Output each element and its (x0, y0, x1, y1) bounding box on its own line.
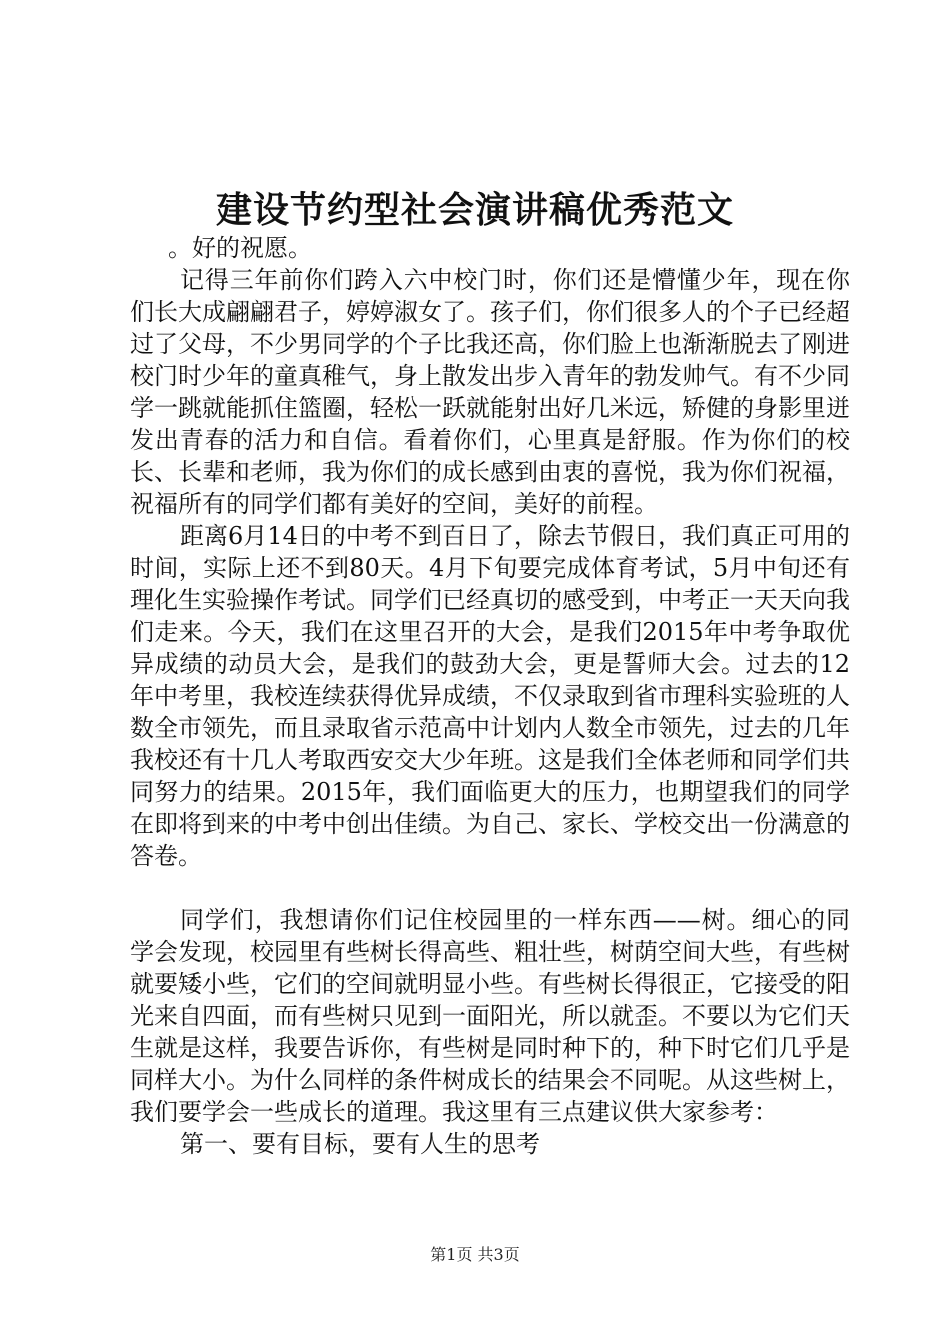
paragraph-trees: 同学们，我想请你们记住校园里的一样东西——树。细心的同学会发现，校园里有些树长得高些、粗壮些，树荫空间大些，有些树就要矮小些，它们的空间就明显小些。有些树长得很正，它接受的阳光来自四面，而有些树只见到一面阳光，所以就歪。不要以为它们天生就是这样，我要告诉你，有些树是同时种下的，种下时它们几乎是同样大小。为什么同样的条件树成长的结果会不同呢。从这些树上，我们要学会一些成长的道理。我这里有三点建议供大家参考： (130, 906, 850, 1126)
paragraph-greeting: 。好的祝愿。 (168, 234, 312, 262)
document-title: 建设节约型社会演讲稿优秀范文 (215, 189, 734, 231)
paragraph-exam: 距离6月14日的中考不到百日了，除去节假日，我们真正可用的时间，实际上还不到80天。4月下旬要完成体育考试，5月中旬还有理化生实验操作考试。同学们已经真切的感受到，中考正一天天向我们走来。今天，我们在这里召开的大会，是我们2015年中考争取优异成绩的动员大会，是我们的鼓劲大会，更是誓师大会。过去的12年中考里，我校连续获得优异成绩，不仅录取到省市理科实验班的人数全市领先，而且录取省示范高中计划内人数全市领先，过去的几年我校还有十几人考取西安交大少年班。这是我们全体老师和同学们共同努力的结果。2015年，我们面临更大的压力，也期望我们的同学在即将到来的中考中创出佳绩。为自己、家长、学校交出一份满意的答卷。 (130, 522, 850, 870)
paragraph-first-point: 第一、要有目标，要有人生的思考 (180, 1130, 540, 1158)
paragraph-memories: 记得三年前你们跨入六中校门时，你们还是懵懂少年，现在你们长大成翩翩君子，婷婷淑女了。孩子们，你们很多人的个子已经超过了父母，不少男同学的个子比我还高，你们脸上也渐渐脱去了刚进校门时少年的童真稚气，身上散发出步入青年的勃发帅气。有不少同学一跳就能抓住篮圈，轻松一跃就能射出好几米远，矫健的身影里迸发出青春的活力和自信。看着你们，心里真是舒服。作为你们的校长、长辈和老师，我为你们的成长感到由衷的喜悦，我为你们祝福，祝福所有的同学们都有美好的空间，美好的前程。 (130, 266, 850, 518)
paragraph-spacer (130, 872, 850, 904)
document-body (130, 232, 850, 1160)
page-footer: 第1页 共3页 (430, 1245, 520, 1264)
